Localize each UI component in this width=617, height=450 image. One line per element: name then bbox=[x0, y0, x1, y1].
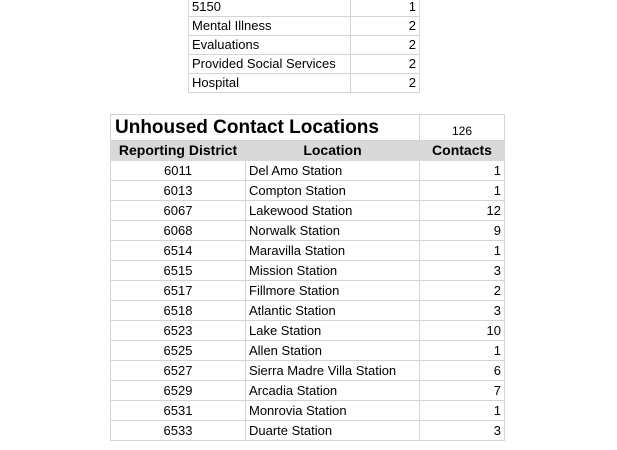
table-row bbox=[111, 261, 505, 281]
location-cell[interactable]: Duarte Station bbox=[246, 421, 420, 441]
district-cell[interactable]: 6514 bbox=[111, 241, 246, 261]
district-cell[interactable]: 6518 bbox=[111, 301, 246, 321]
location-cell[interactable]: Sierra Madre Villa Station bbox=[246, 361, 420, 381]
summary-value[interactable]: 2 bbox=[351, 17, 420, 36]
table-row bbox=[111, 181, 505, 201]
summary-label[interactable]: Evaluations bbox=[189, 36, 351, 55]
district-cell[interactable]: 6068 bbox=[111, 221, 246, 241]
contacts-cell[interactable]: 7 bbox=[420, 381, 505, 401]
location-cell[interactable]: Monrovia Station bbox=[246, 401, 420, 421]
table-row bbox=[111, 341, 505, 361]
contacts-cell[interactable]: 1 bbox=[420, 401, 505, 421]
table-row bbox=[111, 201, 505, 221]
summary-value[interactable]: 1 bbox=[351, 0, 420, 17]
district-cell[interactable]: 6515 bbox=[111, 261, 246, 281]
table-row bbox=[111, 401, 505, 421]
header-row bbox=[111, 141, 505, 161]
summary-value[interactable]: 2 bbox=[351, 36, 420, 55]
table-row bbox=[111, 421, 505, 441]
location-cell[interactable]: Lake Station bbox=[246, 321, 420, 341]
title-row bbox=[111, 115, 505, 141]
district-cell[interactable]: 6533 bbox=[111, 421, 246, 441]
contacts-cell[interactable]: 9 bbox=[420, 221, 505, 241]
total-contacts[interactable]: 126 bbox=[420, 115, 505, 141]
table-row bbox=[111, 381, 505, 401]
table-row bbox=[111, 321, 505, 341]
table-title[interactable]: Unhoused Contact Locations bbox=[111, 115, 420, 141]
location-cell[interactable]: Mission Station bbox=[246, 261, 420, 281]
locations-table bbox=[110, 114, 505, 441]
table-row bbox=[189, 55, 420, 74]
location-cell[interactable]: Del Amo Station bbox=[246, 161, 420, 181]
location-cell[interactable]: Compton Station bbox=[246, 181, 420, 201]
district-cell[interactable]: 6531 bbox=[111, 401, 246, 421]
summary-label[interactable]: 5150 bbox=[189, 0, 351, 17]
table-row bbox=[111, 281, 505, 301]
table-row bbox=[189, 36, 420, 55]
contacts-cell[interactable]: 1 bbox=[420, 161, 505, 181]
district-cell[interactable]: 6011 bbox=[111, 161, 246, 181]
location-cell[interactable]: Lakewood Station bbox=[246, 201, 420, 221]
contacts-cell[interactable]: 3 bbox=[420, 261, 505, 281]
district-cell[interactable]: 6523 bbox=[111, 321, 246, 341]
location-cell[interactable]: Atlantic Station bbox=[246, 301, 420, 321]
summary-value[interactable]: 2 bbox=[351, 55, 420, 74]
location-cell[interactable]: Maravilla Station bbox=[246, 241, 420, 261]
table-row bbox=[111, 361, 505, 381]
district-cell[interactable]: 6517 bbox=[111, 281, 246, 301]
district-cell[interactable]: 6067 bbox=[111, 201, 246, 221]
table-row bbox=[111, 161, 505, 181]
contacts-cell[interactable]: 12 bbox=[420, 201, 505, 221]
district-cell[interactable]: 6527 bbox=[111, 361, 246, 381]
contacts-cell[interactable]: 1 bbox=[420, 341, 505, 361]
contacts-cell[interactable]: 6 bbox=[420, 361, 505, 381]
table-row bbox=[111, 301, 505, 321]
summary-value[interactable]: 2 bbox=[351, 74, 420, 93]
location-cell[interactable]: Norwalk Station bbox=[246, 221, 420, 241]
contacts-cell[interactable]: 1 bbox=[420, 181, 505, 201]
location-cell[interactable]: Allen Station bbox=[246, 341, 420, 361]
district-cell[interactable]: 6013 bbox=[111, 181, 246, 201]
contacts-cell[interactable]: 3 bbox=[420, 301, 505, 321]
table-row bbox=[189, 0, 420, 17]
summary-label[interactable]: Mental Illness bbox=[189, 17, 351, 36]
location-cell[interactable]: Arcadia Station bbox=[246, 381, 420, 401]
district-cell[interactable]: 6525 bbox=[111, 341, 246, 361]
contacts-cell[interactable]: 3 bbox=[420, 421, 505, 441]
location-cell[interactable]: Fillmore Station bbox=[246, 281, 420, 301]
summary-label[interactable]: Provided Social Services bbox=[189, 55, 351, 74]
column-header-contacts[interactable]: Contacts bbox=[420, 141, 505, 161]
table-row bbox=[111, 241, 505, 261]
column-header-location[interactable]: Location bbox=[246, 141, 420, 161]
table-row bbox=[111, 221, 505, 241]
summary-label[interactable]: Hospital bbox=[189, 74, 351, 93]
contacts-cell[interactable]: 10 bbox=[420, 321, 505, 341]
table-row bbox=[189, 74, 420, 93]
table-row bbox=[189, 17, 420, 36]
contacts-cell[interactable]: 2 bbox=[420, 281, 505, 301]
column-header-district[interactable]: Reporting District bbox=[111, 141, 246, 161]
contacts-cell[interactable]: 1 bbox=[420, 241, 505, 261]
summary-table bbox=[188, 0, 420, 93]
district-cell[interactable]: 6529 bbox=[111, 381, 246, 401]
